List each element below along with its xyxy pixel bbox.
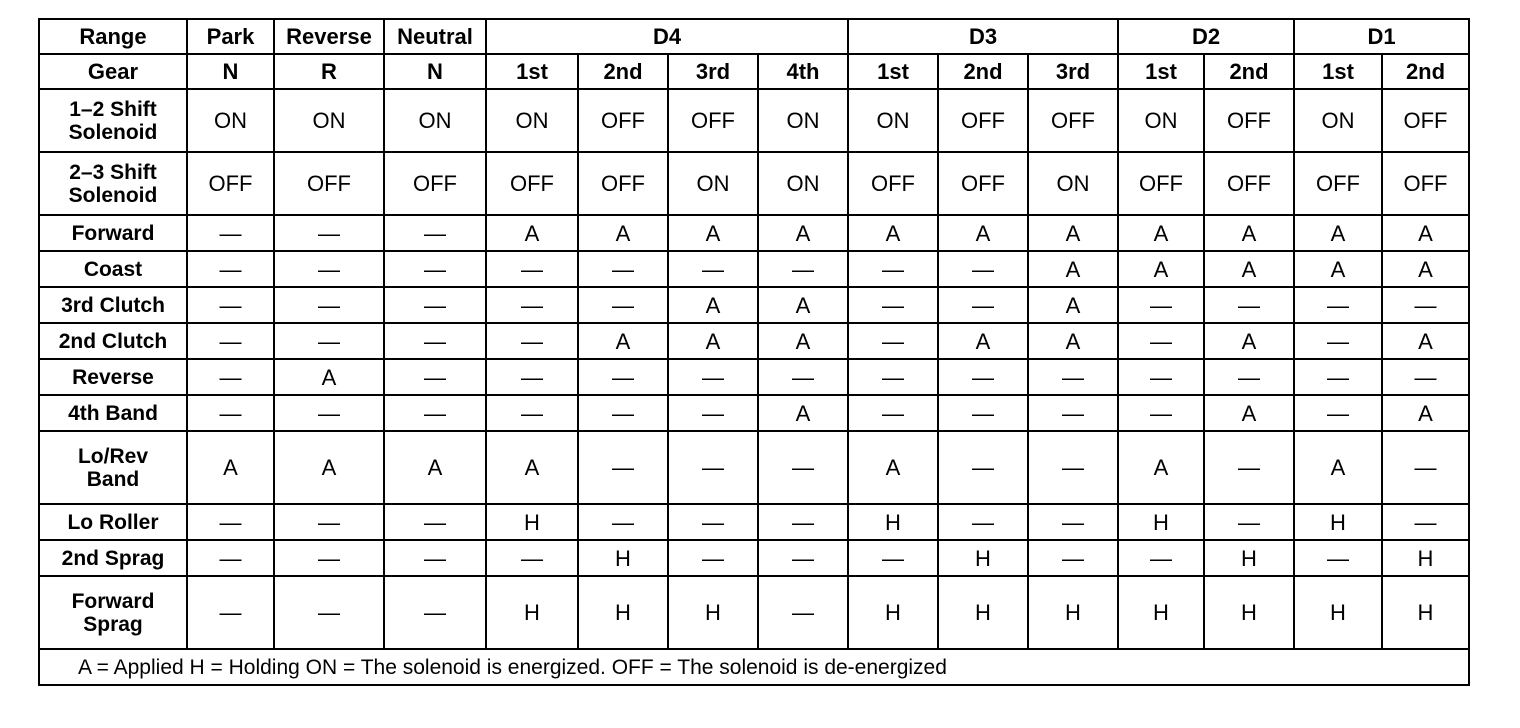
- value-cell: A: [1382, 251, 1469, 287]
- row-label: Lo/Rev Band: [39, 431, 187, 504]
- row-2nd-clutch: [39, 323, 1469, 359]
- value-cell: A: [1294, 431, 1382, 504]
- row-label: 2nd Clutch: [39, 323, 187, 359]
- value-cell: —: [384, 395, 486, 431]
- value-cell: —: [1028, 540, 1118, 576]
- value-cell: —: [486, 540, 578, 576]
- value-cell: —: [1118, 323, 1204, 359]
- value-cell: A: [1118, 431, 1204, 504]
- value-cell: —: [274, 576, 384, 649]
- legend-text: A = Applied H = Holding ON = The solenoid is energized. OFF = The solenoid is de-energized: [39, 649, 1469, 685]
- value-cell: —: [384, 576, 486, 649]
- value-cell: A: [1382, 215, 1469, 251]
- value-cell: A: [1118, 215, 1204, 251]
- value-cell: OFF: [578, 152, 668, 215]
- range-reverse-header: Reverse: [274, 19, 384, 54]
- value-cell: —: [187, 504, 274, 540]
- value-cell: H: [1118, 504, 1204, 540]
- row-label: Coast: [39, 251, 187, 287]
- value-cell: A: [1028, 215, 1118, 251]
- row-forward: [39, 215, 1469, 251]
- value-cell: —: [758, 251, 848, 287]
- value-cell: —: [668, 251, 758, 287]
- value-cell: —: [938, 287, 1028, 323]
- gear-header-cell: N: [187, 54, 274, 89]
- value-cell: —: [187, 215, 274, 251]
- value-cell: —: [1118, 540, 1204, 576]
- row-label: 4th Band: [39, 395, 187, 431]
- component-rows: [39, 89, 1469, 649]
- value-cell: —: [938, 431, 1028, 504]
- row-label: 3rd Clutch: [39, 287, 187, 323]
- gear-header-cell: 2nd: [1204, 54, 1294, 89]
- value-cell: H: [1382, 576, 1469, 649]
- range-park-header: Park: [187, 19, 274, 54]
- gear-header-cell: 2nd: [1382, 54, 1469, 89]
- value-cell: A: [1118, 251, 1204, 287]
- value-cell: —: [1118, 359, 1204, 395]
- value-cell: A: [384, 431, 486, 504]
- value-cell: —: [486, 287, 578, 323]
- value-cell: —: [384, 504, 486, 540]
- value-cell: —: [274, 395, 384, 431]
- value-cell: —: [668, 359, 758, 395]
- value-cell: —: [486, 359, 578, 395]
- value-cell: A: [668, 323, 758, 359]
- value-cell: OFF: [274, 152, 384, 215]
- value-cell: —: [1204, 287, 1294, 323]
- value-cell: A: [1294, 251, 1382, 287]
- value-cell: H: [1028, 576, 1118, 649]
- value-cell: —: [1294, 287, 1382, 323]
- value-cell: ON: [758, 89, 848, 152]
- value-cell: —: [578, 251, 668, 287]
- value-cell: A: [758, 287, 848, 323]
- value-cell: A: [848, 431, 938, 504]
- value-cell: —: [848, 287, 938, 323]
- gear-header-cell: 3rd: [668, 54, 758, 89]
- value-cell: OFF: [1028, 89, 1118, 152]
- range-d4-header: D4: [486, 19, 848, 54]
- value-cell: H: [668, 576, 758, 649]
- range-header-row: [39, 19, 1469, 54]
- row-label: Lo Roller: [39, 504, 187, 540]
- value-cell: OFF: [187, 152, 274, 215]
- value-cell: OFF: [486, 152, 578, 215]
- value-cell: —: [938, 504, 1028, 540]
- value-cell: H: [1294, 504, 1382, 540]
- value-cell: A: [1204, 251, 1294, 287]
- value-cell: H: [578, 540, 668, 576]
- value-cell: A: [848, 215, 938, 251]
- gear-header-row: [39, 54, 1469, 89]
- value-cell: —: [1382, 287, 1469, 323]
- value-cell: —: [1294, 540, 1382, 576]
- value-cell: —: [938, 251, 1028, 287]
- value-cell: —: [578, 287, 668, 323]
- value-cell: ON: [187, 89, 274, 152]
- value-cell: H: [1294, 576, 1382, 649]
- value-cell: —: [578, 504, 668, 540]
- value-cell: A: [1204, 215, 1294, 251]
- value-cell: A: [1204, 395, 1294, 431]
- value-cell: A: [274, 359, 384, 395]
- value-cell: —: [578, 431, 668, 504]
- value-cell: ON: [1118, 89, 1204, 152]
- value-cell: OFF: [1294, 152, 1382, 215]
- value-cell: —: [758, 359, 848, 395]
- row-label: 2nd Sprag: [39, 540, 187, 576]
- value-cell: H: [486, 576, 578, 649]
- row-label: Reverse: [39, 359, 187, 395]
- value-cell: OFF: [1382, 152, 1469, 215]
- value-cell: —: [578, 359, 668, 395]
- row-4th-band: [39, 395, 1469, 431]
- value-cell: —: [1294, 395, 1382, 431]
- value-cell: OFF: [848, 152, 938, 215]
- legend-row: [39, 649, 1469, 685]
- value-cell: —: [187, 251, 274, 287]
- value-cell: —: [274, 215, 384, 251]
- value-cell: —: [668, 431, 758, 504]
- value-cell: A: [938, 215, 1028, 251]
- value-cell: H: [1382, 540, 1469, 576]
- value-cell: —: [486, 395, 578, 431]
- row-2-3-shift-solenoid: [39, 152, 1469, 215]
- range-neutral-header: Neutral: [384, 19, 486, 54]
- value-cell: H: [938, 576, 1028, 649]
- value-cell: —: [187, 359, 274, 395]
- range-d2-header: D2: [1118, 19, 1294, 54]
- value-cell: —: [486, 251, 578, 287]
- value-cell: —: [187, 287, 274, 323]
- value-cell: —: [187, 395, 274, 431]
- row-3rd-clutch: [39, 287, 1469, 323]
- value-cell: —: [758, 504, 848, 540]
- value-cell: OFF: [1118, 152, 1204, 215]
- value-cell: OFF: [1204, 89, 1294, 152]
- row-2nd-sprag: [39, 540, 1469, 576]
- value-cell: ON: [384, 89, 486, 152]
- gear-header-cell: N: [384, 54, 486, 89]
- value-cell: OFF: [578, 89, 668, 152]
- value-cell: —: [384, 323, 486, 359]
- value-cell: —: [274, 504, 384, 540]
- row-coast: [39, 251, 1469, 287]
- value-cell: —: [1118, 287, 1204, 323]
- value-cell: OFF: [668, 89, 758, 152]
- value-cell: A: [668, 287, 758, 323]
- value-cell: —: [1118, 395, 1204, 431]
- value-cell: A: [187, 431, 274, 504]
- gear-header-cell: 2nd: [938, 54, 1028, 89]
- value-cell: OFF: [1382, 89, 1469, 152]
- value-cell: H: [1118, 576, 1204, 649]
- value-cell: —: [1028, 359, 1118, 395]
- value-cell: —: [1028, 504, 1118, 540]
- value-cell: A: [1294, 215, 1382, 251]
- value-cell: A: [1028, 323, 1118, 359]
- value-cell: —: [187, 576, 274, 649]
- value-cell: A: [578, 323, 668, 359]
- value-cell: OFF: [384, 152, 486, 215]
- value-cell: A: [486, 431, 578, 504]
- value-cell: —: [274, 540, 384, 576]
- value-cell: —: [758, 576, 848, 649]
- value-cell: A: [1028, 251, 1118, 287]
- value-cell: A: [758, 215, 848, 251]
- shift-solenoid-apply-chart: [38, 18, 1470, 686]
- value-cell: OFF: [938, 152, 1028, 215]
- value-cell: —: [1204, 431, 1294, 504]
- value-cell: —: [187, 323, 274, 359]
- value-cell: —: [384, 540, 486, 576]
- value-cell: —: [486, 323, 578, 359]
- value-cell: H: [1204, 576, 1294, 649]
- value-cell: A: [1382, 323, 1469, 359]
- value-cell: —: [668, 395, 758, 431]
- gear-header-cell: 3rd: [1028, 54, 1118, 89]
- value-cell: A: [758, 395, 848, 431]
- value-cell: ON: [1294, 89, 1382, 152]
- value-cell: —: [938, 359, 1028, 395]
- value-cell: H: [848, 576, 938, 649]
- value-cell: —: [848, 359, 938, 395]
- value-cell: A: [938, 323, 1028, 359]
- value-cell: ON: [848, 89, 938, 152]
- value-cell: ON: [1028, 152, 1118, 215]
- value-cell: —: [1382, 431, 1469, 504]
- row-forward-sprag: [39, 576, 1469, 649]
- value-cell: A: [668, 215, 758, 251]
- value-cell: H: [848, 504, 938, 540]
- row-lo-roller: [39, 504, 1469, 540]
- value-cell: A: [274, 431, 384, 504]
- gear-header-cell: 1st: [1294, 54, 1382, 89]
- value-cell: —: [758, 540, 848, 576]
- value-cell: ON: [486, 89, 578, 152]
- value-cell: —: [1028, 395, 1118, 431]
- value-cell: A: [758, 323, 848, 359]
- range-d1-header: D1: [1294, 19, 1469, 54]
- value-cell: —: [1028, 431, 1118, 504]
- value-cell: —: [384, 359, 486, 395]
- value-cell: —: [668, 504, 758, 540]
- range-corner-label: Range: [39, 19, 187, 54]
- row-lo-rev-band: [39, 431, 1469, 504]
- value-cell: A: [486, 215, 578, 251]
- gear-header-cell: 1st: [848, 54, 938, 89]
- row-label: 1–2 Shift Solenoid: [39, 89, 187, 152]
- row-reverse: [39, 359, 1469, 395]
- value-cell: OFF: [1204, 152, 1294, 215]
- value-cell: ON: [668, 152, 758, 215]
- value-cell: —: [187, 540, 274, 576]
- value-cell: —: [1204, 504, 1294, 540]
- gear-header-cell: 1st: [486, 54, 578, 89]
- value-cell: —: [1204, 359, 1294, 395]
- value-cell: H: [486, 504, 578, 540]
- value-cell: —: [848, 251, 938, 287]
- value-cell: A: [1382, 395, 1469, 431]
- value-cell: H: [1204, 540, 1294, 576]
- value-cell: —: [1382, 359, 1469, 395]
- value-cell: —: [274, 251, 384, 287]
- value-cell: —: [578, 395, 668, 431]
- row-label: Forward: [39, 215, 187, 251]
- value-cell: ON: [758, 152, 848, 215]
- value-cell: —: [668, 540, 758, 576]
- gear-corner-label: Gear: [39, 54, 187, 89]
- value-cell: A: [1204, 323, 1294, 359]
- value-cell: A: [578, 215, 668, 251]
- value-cell: A: [1028, 287, 1118, 323]
- value-cell: —: [848, 395, 938, 431]
- value-cell: —: [274, 323, 384, 359]
- gear-header-cell: R: [274, 54, 384, 89]
- value-cell: —: [938, 395, 1028, 431]
- value-cell: —: [1382, 504, 1469, 540]
- row-1-2-shift-solenoid: [39, 89, 1469, 152]
- value-cell: —: [384, 215, 486, 251]
- value-cell: —: [848, 540, 938, 576]
- value-cell: —: [384, 287, 486, 323]
- value-cell: —: [274, 287, 384, 323]
- gear-header-cell: 1st: [1118, 54, 1204, 89]
- value-cell: ON: [274, 89, 384, 152]
- value-cell: —: [758, 431, 848, 504]
- gear-header-cell: 4th: [758, 54, 848, 89]
- value-cell: —: [384, 251, 486, 287]
- value-cell: H: [578, 576, 668, 649]
- value-cell: H: [938, 540, 1028, 576]
- row-label: 2–3 Shift Solenoid: [39, 152, 187, 215]
- range-d3-header: D3: [848, 19, 1118, 54]
- value-cell: —: [1294, 323, 1382, 359]
- gear-header-cell: 2nd: [578, 54, 668, 89]
- value-cell: —: [848, 323, 938, 359]
- value-cell: OFF: [938, 89, 1028, 152]
- value-cell: —: [1294, 359, 1382, 395]
- row-label: Forward Sprag: [39, 576, 187, 649]
